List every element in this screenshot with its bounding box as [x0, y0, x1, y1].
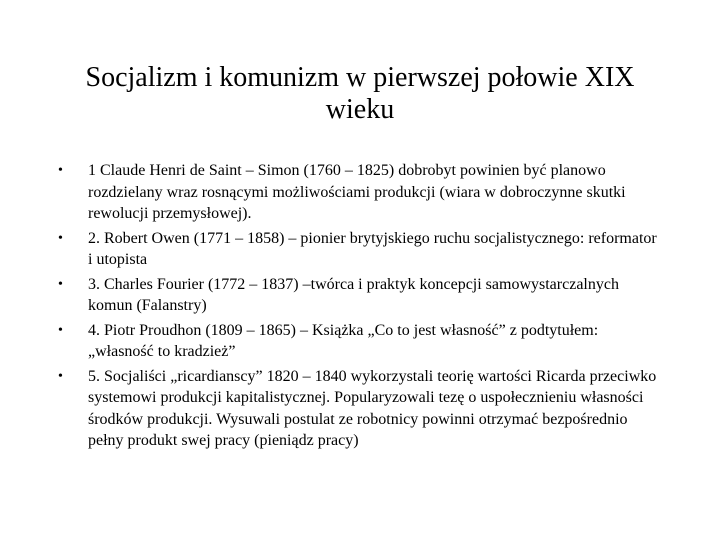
bullet-text: 2. Robert Owen (1771 – 1858) – pionier brytyjskiego ruchu socjalistycznego: reformator i utopista [88, 229, 657, 268]
bullet-item-5 [58, 366, 658, 452]
bullet-list [58, 160, 658, 455]
bullet-item-4 [58, 320, 658, 363]
bullet-item-2 [58, 228, 658, 271]
bullet-dot-icon: • [58, 230, 63, 246]
bullet-text: 1 Claude Henri de Saint – Simon (1760 – 1825) dobrobyt powinien być planowo rozdzielany wraz rosnącymi możliwościami produkcji (wiara w dobroczynne skutki rewolucji przemysłowej). [88, 162, 626, 222]
bullet-text: 5. Socjaliści „ricardianscy” 1820 – 1840 wykorzystali teorię wartości Ricarda przeciwko systemowi produkcji kapitalistycznej. Popularyzowali tezę o uspołecznieniu własności środków produkcji. Wysuwali postulat ze robotnicy powinni otrzymać bezpośrednio pełny produkt swej pracy (pieniądz pracy) [88, 367, 657, 449]
bullet-dot-icon: • [58, 322, 63, 338]
bullet-item-3 [58, 274, 658, 317]
bullet-dot-icon: • [58, 163, 63, 178]
bullet-dot-icon: • [58, 368, 63, 384]
bullet-text: 3. Charles Fourier (1772 – 1837) –twórca i praktyk koncepcji samowystarczalnych komun (Falanstry) [88, 275, 619, 314]
bullet-text: 4. Piotr Proudhon (1809 – 1865) – Książka „Co to jest własność” z podtytułem: „własność to kradzież” [88, 321, 599, 360]
bullet-dot-icon: • [58, 276, 63, 292]
slide-title: Socjalizm i komunizm w pierwszej połowie XIX wieku [85, 62, 635, 125]
bullet-item-1 [58, 160, 658, 225]
